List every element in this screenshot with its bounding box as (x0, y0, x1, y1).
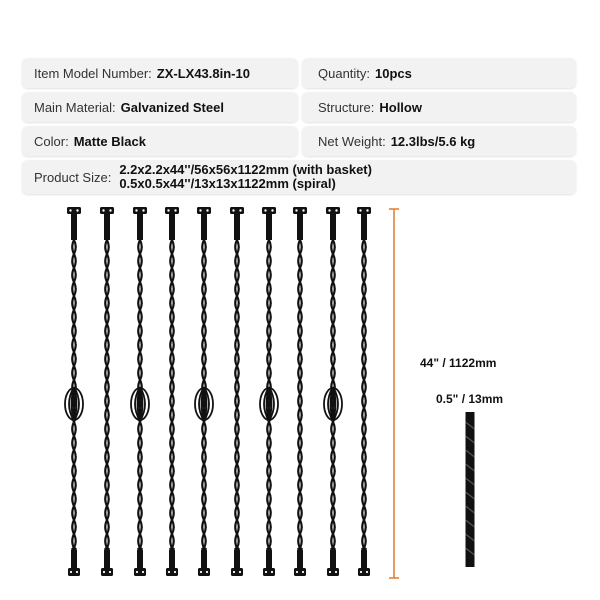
spec-model-label: Item Model Number: (34, 65, 152, 81)
baluster-4 (165, 207, 179, 576)
spec-color-label: Color: (34, 133, 69, 149)
baluster-7 (260, 207, 278, 576)
width-dimension-label: 0.5" / 13mm (436, 392, 504, 406)
spec-quantity-value: 10pcs (375, 65, 412, 81)
spec-size-label: Product Size: (34, 169, 112, 185)
spec-weight-label: Net Weight: (318, 133, 386, 149)
height-dimension-label: 44" / 1122mm (420, 356, 497, 370)
spec-model-value: ZX-LX43.8in-10 (156, 65, 250, 81)
baluster-10 (357, 207, 371, 576)
baluster-8 (293, 207, 307, 576)
basket-4 (260, 387, 278, 421)
height-dimension-line (389, 209, 399, 578)
spec-material-label: Main Material: (34, 99, 116, 115)
basket-3 (195, 387, 213, 421)
spec-size-basket: 2.2x2.2x44''/56x56x1122mm (with basket) (119, 162, 372, 177)
spec-color-value: Matte Black (73, 133, 146, 149)
baluster-group (65, 207, 371, 576)
spec-weight-value: 12.3lbs/5.6 kg (390, 133, 476, 149)
baluster-1 (65, 207, 83, 576)
spec-structure-value: Hollow (379, 99, 422, 115)
basket-5 (324, 387, 342, 421)
spec-quantity-label: Quantity: (318, 65, 371, 81)
spec-material-value: Galvanized Steel (120, 99, 224, 115)
baluster-5 (195, 207, 213, 576)
spec-structure-label: Structure: (318, 99, 375, 115)
baluster-9 (324, 207, 342, 576)
baluster-2 (100, 207, 114, 576)
baluster-6 (230, 207, 244, 576)
spec-size-spiral: 0.5x0.5x44''/13x13x1122mm (spiral) (119, 176, 336, 191)
spiral-detail-piece (466, 412, 475, 567)
basket-1 (65, 387, 83, 421)
basket-2 (131, 387, 149, 421)
baluster-3 (131, 207, 149, 576)
